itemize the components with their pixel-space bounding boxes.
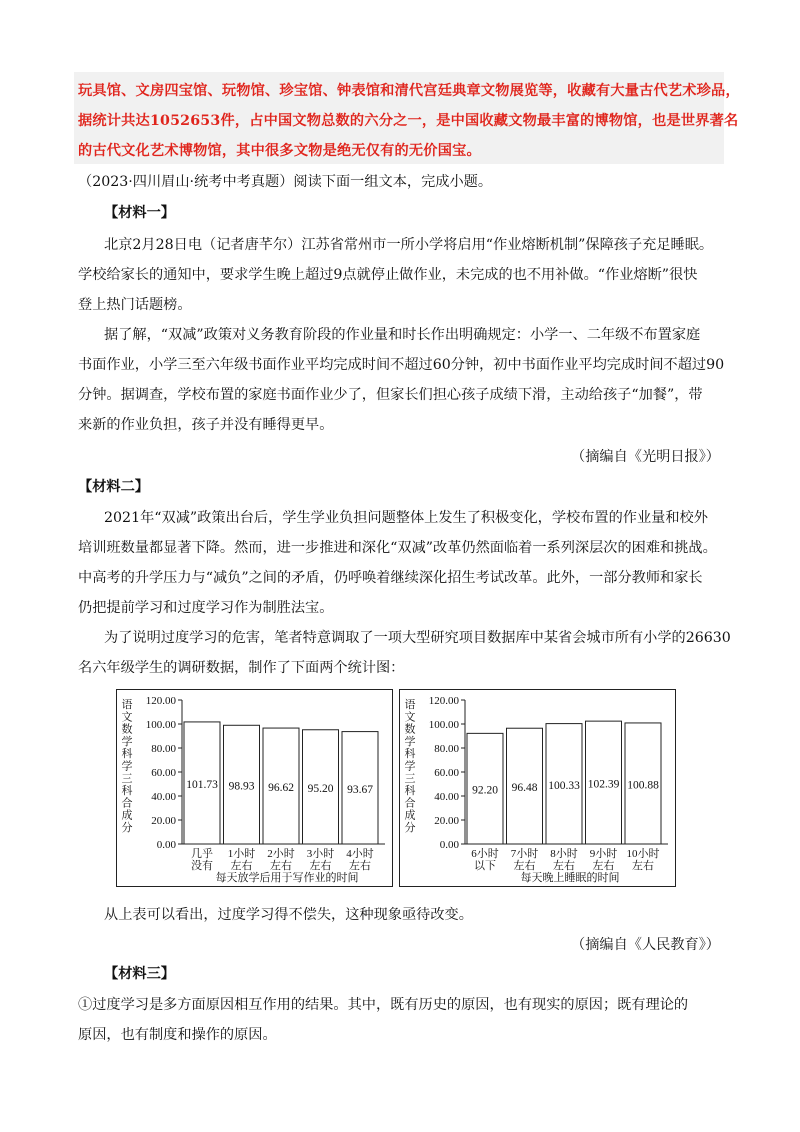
material3-line: 原因，也有制度和操作的原因。	[78, 1027, 277, 1043]
y-axis-label-char: 科	[121, 748, 133, 761]
y-axis-label-char: 科	[121, 785, 133, 798]
y-axis-label-char: 语	[121, 699, 133, 711]
y-axis-label-char: 数	[404, 723, 416, 736]
y-axis-label-char: 学	[404, 760, 416, 773]
y-axis-label-char: 三	[404, 772, 416, 785]
bar-value-label: 100.33	[548, 779, 580, 792]
y-tick-label: 0.00	[439, 839, 459, 851]
bar-value-label: 98.93	[228, 780, 255, 793]
x-axis-title: 每天放学后用于写作业的时间	[215, 872, 359, 884]
material2-line: 为了说明过度学习的危害，笔者特意调取了一项大型研究项目数据库中某省会城市所有小学的26630	[104, 630, 731, 646]
highlighted-passage-line: 玩具馆、文房四宝馆、玩物馆、珍宝馆、钟表馆和清代宫廷典章文物展览等，收藏有大量古代艺术珍品，	[78, 83, 740, 99]
x-category-label: 左右	[592, 860, 615, 872]
y-axis-label-char: 成	[121, 809, 133, 822]
x-category-label: 几乎	[191, 848, 213, 860]
chart-sleep-time	[399, 689, 676, 887]
material1-line: 学校给家长的通知中，要求学生晚上超过9点就停止做作业，未完成的也不用补做。“作业熔断”很快	[78, 267, 698, 283]
y-axis-label-char: 数	[121, 723, 133, 736]
material2-heading: 【材料二】	[78, 479, 149, 495]
y-axis-label-char: 文	[404, 711, 416, 724]
material2-line: 2021年“双减”政策出台后，学生学业负担问题整体上发生了积极变化，学校布置的作业量和校外	[104, 510, 708, 526]
x-category-label: 2小时	[267, 848, 295, 860]
x-category-label: 以下	[474, 860, 496, 872]
x-category-label: 左右	[309, 860, 332, 872]
bar-value-label: 92.20	[472, 784, 498, 797]
bar-value-label: 96.48	[511, 782, 538, 795]
material2-line: 中高考的升学压力与“减负”之间的矛盾，仍呼唤着继续深化招生考试改革。此外，一部分教师和家长	[78, 570, 703, 586]
highlighted-passage-line: 据统计共达1052653件，占中国文物总数的六分之一，是中国收藏文物最丰富的博物馆，也是世界著名	[78, 113, 739, 129]
y-tick-label: 20.00	[434, 815, 459, 827]
x-axis-title: 每天晚上睡眠的时间	[520, 872, 620, 884]
material2-line: 仍把提前学习和过度学习作为制胜法宝。	[78, 600, 334, 616]
material1-line: 北京2月28日电（记者唐芊尔）江苏省常州市一所小学将启用“作业熔断机制”保障孩子充足睡眠。	[104, 237, 714, 253]
highlighted-passage-line: 的古代文化艺术博物馆，其中很多文物是绝无仅有的无价国宝。	[78, 143, 481, 159]
y-axis-label-char: 合	[121, 797, 133, 810]
x-category-label: 8小时	[550, 848, 578, 860]
y-tick-label: 100.00	[428, 719, 459, 731]
y-tick-label: 80.00	[151, 743, 176, 755]
y-tick-label: 60.00	[151, 767, 176, 779]
material1-line: 分钟。据调查，学校布置的家庭书面作业少了，但家长们担心孩子成绩下滑，主动给孩子“加餐”，带	[78, 387, 703, 403]
question-intro: （2023·四川眉山·统考中考真题）阅读下面一组文本，完成小题。	[78, 174, 493, 190]
bar-value-label: 96.62	[268, 782, 294, 795]
material2-source: （摘编自《人民教育》）	[571, 937, 720, 953]
bar-value-label: 102.39	[587, 778, 620, 791]
y-axis-label-char: 学	[404, 735, 416, 748]
x-category-label: 没有	[191, 860, 213, 872]
y-tick-label: 40.00	[151, 791, 176, 803]
x-category-label: 左右	[270, 860, 292, 872]
y-axis-label-char: 学	[121, 735, 133, 748]
bar-value-label: 95.20	[307, 782, 334, 795]
x-category-label: 10小时	[626, 848, 660, 860]
x-category-label: 左右	[632, 860, 654, 872]
y-tick-label: 120.00	[428, 695, 459, 707]
material1-source: （摘编自《光明日报》）	[571, 449, 720, 465]
material1-line: 据了解，“双减”政策对义务教育阶段的作业量和时长作出明确规定：小学一、二年级不布置家庭	[104, 327, 701, 343]
y-axis-label-char: 合	[404, 797, 416, 810]
material2-line: 培训班数量都显著下降。然而，进一步推进和深化“双减”改革仍然面临着一系列深层次的困难和挑战。	[78, 540, 717, 556]
chart-homework-svg	[117, 690, 392, 886]
y-tick-label: 0.00	[156, 839, 176, 851]
y-axis-label-char: 成	[404, 809, 416, 822]
y-axis-label-char: 科	[404, 748, 416, 761]
x-category-label: 左右	[230, 860, 253, 872]
material1-line: 书面作业，小学三至六年级书面作业平均完成时间不超过60分钟，初中书面作业平均完成时间不超过90	[78, 357, 725, 373]
material3-line: ①过度学习是多方面原因相互作用的结果。其中，既有历史的原因，也有现实的原因；既有理论的	[78, 997, 689, 1013]
material1-heading: 【材料一】	[104, 205, 175, 221]
bar-value-label: 93.67	[347, 783, 373, 796]
x-category-label: 左右	[553, 860, 575, 872]
bar-value-label: 101.73	[186, 778, 218, 791]
material2-line: 名六年级学生的调研数据，制作了下面两个统计图：	[78, 660, 405, 676]
y-axis-label-char: 分	[404, 822, 416, 834]
bar-value-label: 100.88	[627, 779, 659, 792]
x-category-label: 左右	[513, 860, 536, 872]
chart-homework-time	[116, 689, 393, 887]
x-category-label: 1小时	[227, 848, 256, 860]
y-tick-label: 20.00	[151, 815, 176, 827]
y-axis-label-char: 三	[121, 772, 133, 785]
material1-line: 来新的作业负担，孩子并没有睡得更早。	[78, 417, 334, 433]
material3-heading: 【材料三】	[104, 966, 175, 982]
y-tick-label: 100.00	[145, 719, 176, 731]
y-axis-label-char: 科	[404, 785, 416, 798]
y-tick-label: 60.00	[434, 767, 459, 779]
x-category-label: 4小时	[346, 848, 374, 860]
material1-line: 登上热门话题榜。	[78, 297, 192, 313]
y-tick-label: 80.00	[434, 743, 459, 755]
y-axis-label-char: 学	[121, 760, 133, 773]
chart-sleep-svg	[400, 690, 675, 886]
x-category-label: 3小时	[306, 848, 335, 860]
y-tick-label: 40.00	[434, 791, 459, 803]
chart-conclusion: 从上表可以看出，过度学习得不偿失，这种现象亟待改变。	[104, 907, 473, 923]
x-category-label: 6小时	[471, 848, 499, 860]
y-axis-label-char: 分	[121, 822, 133, 834]
y-axis-label-char: 语	[404, 699, 416, 711]
y-tick-label: 120.00	[145, 695, 176, 707]
x-category-label: 7小时	[510, 848, 539, 860]
x-category-label: 9小时	[589, 848, 618, 860]
y-axis-label-char: 文	[121, 711, 133, 724]
x-category-label: 左右	[349, 860, 371, 872]
